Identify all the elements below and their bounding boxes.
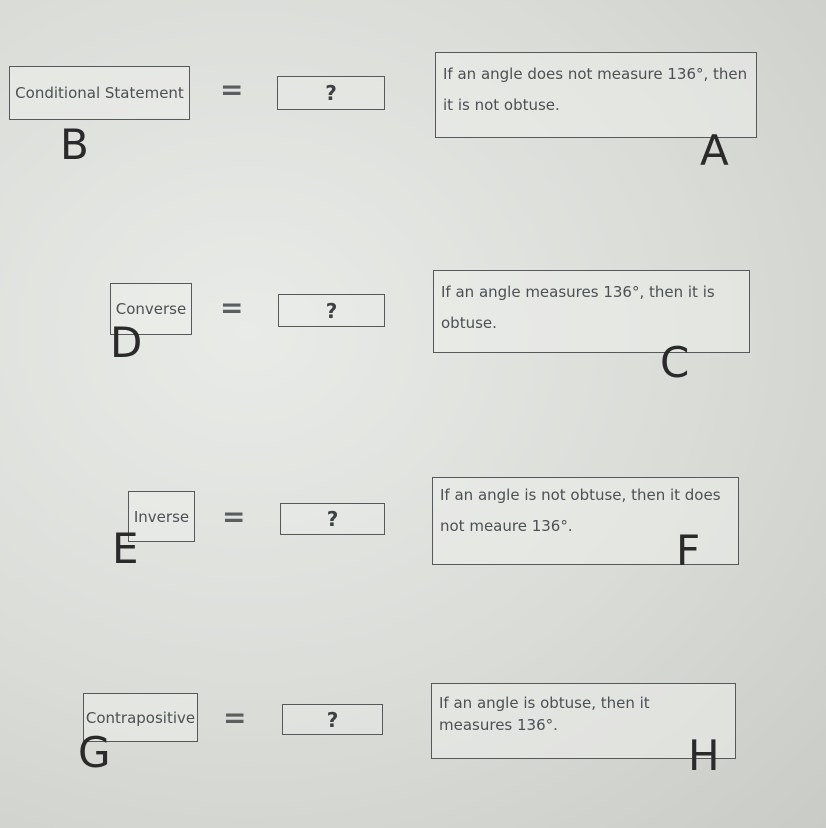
term-label: Converse	[115, 300, 187, 318]
term-label: Inverse	[133, 507, 190, 526]
equals-sign: =	[222, 500, 246, 533]
equals-sign: =	[220, 73, 244, 106]
handwritten-letter: G	[78, 728, 111, 777]
handwritten-letter: B	[60, 120, 89, 169]
handwritten-letter: H	[688, 731, 720, 780]
statement-text: If an angle is not obtuse, then it does not meaure 136°.	[440, 486, 721, 535]
answer-drop-box[interactable]	[282, 704, 383, 735]
answer-drop-box[interactable]	[280, 503, 385, 535]
statement-box[interactable]	[433, 270, 750, 353]
statement-text: If an angle measures 136°, then it is obtuse.	[441, 283, 715, 332]
answer-placeholder: ?	[325, 298, 338, 323]
handwritten-letter: C	[660, 338, 690, 387]
equals-sign: =	[220, 291, 244, 324]
answer-placeholder: ?	[326, 707, 339, 732]
handwritten-letter: D	[110, 318, 143, 367]
term-label: Conditional Statement	[15, 84, 184, 102]
equals-sign: =	[223, 701, 247, 734]
answer-drop-box[interactable]	[278, 294, 385, 327]
statement-text: If an angle does not measure 136°, then it is not obtuse.	[443, 65, 748, 114]
term-box-conditional	[9, 66, 190, 120]
term-label: Contrapositive	[85, 708, 196, 727]
answer-drop-box[interactable]	[277, 76, 385, 110]
statement-text: If an angle is obtuse, then it measures 136°.	[439, 694, 650, 734]
handwritten-letter: F	[676, 526, 701, 575]
answer-placeholder: ?	[326, 507, 339, 531]
answer-placeholder: ?	[325, 81, 337, 105]
handwritten-letter: A	[700, 126, 729, 175]
handwritten-letter: E	[112, 524, 139, 573]
